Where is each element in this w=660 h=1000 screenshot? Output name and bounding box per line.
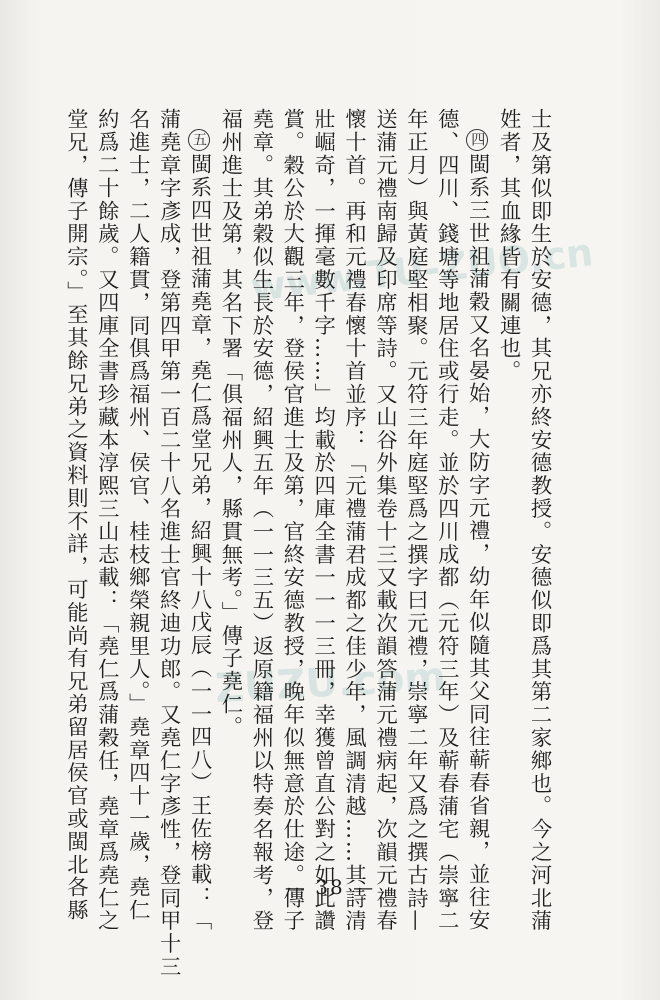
page-number: — 38 — bbox=[284, 875, 376, 899]
text-column-5: 年正月）與黃庭堅相聚。元符三年庭堅爲之撰字曰元禮，崇寧二年又爲之撰古詩— bbox=[403, 108, 429, 933]
text-column-8: 壯崛奇，一揮毫數千字……」均載於四庫全書一一一三冊，幸獲曾直公對之如此讚 bbox=[310, 108, 336, 933]
text-column-4: 德、四川、錢塘等地居住或行走。並於四川成都（元符三年）及蕲春蒲宅（崇寧二 bbox=[434, 108, 460, 933]
text-column-6: 送蒲元禮南歸及印席等詩。又山谷外集卷十三又載次韻答蒲元禮病起，次韻元禮春 bbox=[372, 108, 398, 933]
text-column-7: 懷十首。再和元禮春懷十首並序：「元禮蒲君成都之佳少年，風調清越……其詩清 bbox=[341, 108, 367, 933]
text-column-16: 堂兄，傳子開宗。」至其餘兄弟之資料則不詳，可能尚有兄弟留居侯官或閩北各縣 bbox=[63, 108, 89, 922]
text-column-3-body: 閩系三世祖蒲穀又名晏始，大防字元禮，幼年似隨其父同往蕲春省親，並往安 bbox=[465, 153, 491, 932]
text-column-10: 堯章。其弟穀似生長於安德，紹興五年（一一三五）返原籍福州以特奏名報考，登 bbox=[248, 108, 274, 933]
watermark-top: www.TU-ZUO.cn bbox=[248, 230, 596, 310]
text-column-15: 約爲二十餘歲。又四庫全書珍藏本淳熙三山志載：「堯仁爲蒲穀任，堯章爲堯仁之 bbox=[94, 108, 120, 933]
text-column-14: 名進士，二人籍貫，同俱爲福州、侯官、桂枝鄉榮親里人。」堯章四十一歲，堯仁 bbox=[125, 108, 151, 922]
text-column-12-body: 閩系四世祖蒲堯章，堯仁爲堂兄弟，紹興十八戊辰（一一四八）王佐榜載：「 bbox=[187, 153, 213, 932]
text-column-2: 姓者，其血緣皆有關連也。 bbox=[496, 108, 522, 383]
text-column-9: 賞。穀公於大觀三年，登侯官進士及第，官終安德教授，晚年似無意於仕途。傳子 bbox=[279, 108, 305, 933]
text-column-12 bbox=[183, 108, 214, 932]
text-column-3 bbox=[461, 108, 492, 932]
paragraph-marker-4: 四 bbox=[466, 129, 488, 151]
paragraph-marker-5: 五 bbox=[188, 129, 210, 151]
watermark-bottom: ZUZU.com bbox=[213, 653, 448, 713]
text-column-1: 士及第似即生於安德，其兄亦終安德教授。安德似即爲其第二家鄉也。今之河北蒲 bbox=[527, 108, 552, 933]
text-column-11: 福州進士及第，其名下署「俱福州人，縣貫無考。」傳子堯仁。 bbox=[217, 108, 243, 739]
text-column-13: 蒲堯章字彥成，登第四甲第一百二十八名進士官終迪功郎。又堯仁字彥性，登同甲十三 bbox=[156, 108, 182, 979]
